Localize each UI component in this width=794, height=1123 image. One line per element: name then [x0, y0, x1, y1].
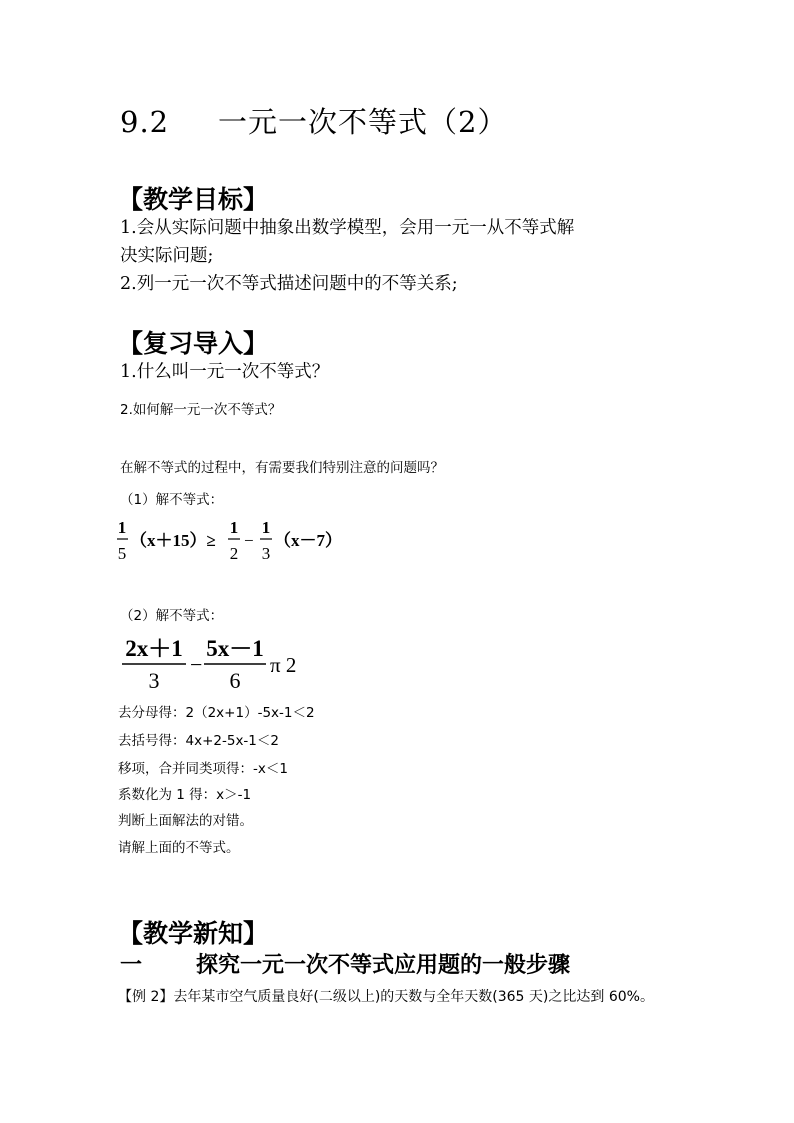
- solve-instruction: 请解上面的不等式。: [118, 840, 240, 856]
- title-number: 9.2: [120, 105, 170, 139]
- problem-1-label: （1）解不等式：: [120, 492, 224, 508]
- solution-step-2: 去括号得：4x+2-5x-1＜2: [118, 733, 279, 749]
- eq1-frac2-numerator: 1: [229, 518, 239, 537]
- goals-line-1: 1.会从实际问题中抽象出数学模型，会用一元一从不等式解: [120, 218, 575, 238]
- new-knowledge-heading: 【教学新知】: [118, 919, 269, 948]
- review-heading: 【复习导入】: [118, 329, 269, 358]
- title-text: 一元一次不等式（2）: [218, 105, 508, 139]
- goals-line-2: 2.列一元一次不等式描述问题中的不等关系;: [120, 274, 458, 294]
- solution-step-3: 移项，合并同类项得：-x＜1: [118, 761, 288, 777]
- problem-2-label: （2）解不等式：: [120, 608, 224, 624]
- eq2-frac1-denominator: 3: [148, 668, 160, 693]
- review-question-3: 在解不等式的过程中，有需要我们特别注意的问题吗？: [120, 460, 444, 476]
- equation-2: [118, 632, 318, 694]
- equation-1: [116, 516, 346, 566]
- eq1-part-1: （x＋15）≥: [130, 531, 216, 550]
- page-title: [120, 100, 507, 141]
- review-question-1: 1.什么叫一元一次不等式？: [120, 362, 330, 382]
- eq2-tail: π 2: [270, 653, 297, 677]
- example-2-text: 【例 2】去年某市空气质量良好(二级以上)的天数与全年天数(365 天)之比达到 60%。: [118, 989, 654, 1005]
- eq1-frac3-numerator: 1: [261, 518, 271, 537]
- goals-heading: 【教学目标】: [118, 185, 269, 214]
- eq2-frac2-denominator: 6: [229, 668, 241, 693]
- eq1-frac3-denominator: 3: [261, 544, 271, 563]
- review-question-2: 2.如何解一元一次不等式？: [120, 402, 282, 418]
- subsection-number: 一: [120, 952, 143, 978]
- goals-line-1b: 决实际问题;: [120, 246, 214, 266]
- eq2-minus: −: [190, 652, 203, 677]
- subsection-text: 探究一元一次不等式应用题的一般步骤: [196, 952, 571, 978]
- solution-step-1: 去分母得：2（2x+1）-5x-1＜2: [118, 705, 315, 721]
- judge-instruction: 判断上面解法的对错。: [118, 813, 253, 829]
- subsection-title: [120, 948, 570, 979]
- eq1-frac1-numerator: 1: [117, 518, 127, 537]
- eq1-minus: −: [244, 531, 254, 550]
- eq2-frac2-numerator: 5x－1: [206, 636, 264, 661]
- eq2-frac1-numerator: 2x＋1: [125, 636, 183, 661]
- eq1-frac1-denominator: 5: [117, 544, 127, 563]
- eq1-frac2-denominator: 2: [229, 544, 239, 563]
- solution-step-4: 系数化为 1 得：x＞-1: [118, 787, 252, 803]
- eq1-part-2: （x－7）: [274, 531, 342, 550]
